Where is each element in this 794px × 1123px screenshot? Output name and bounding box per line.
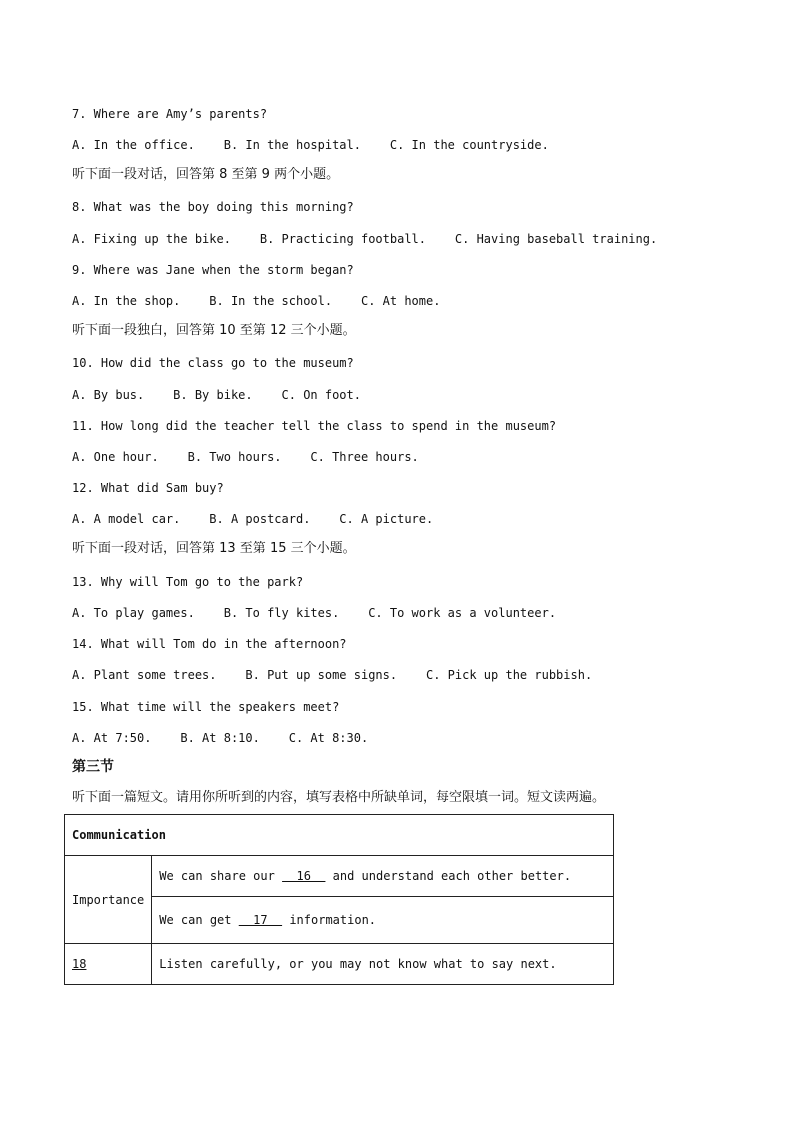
importance-point-2 <box>152 897 614 944</box>
blank-16: 16 <box>282 869 326 883</box>
options-10: A. By bus. B. By bike. C. On foot. <box>72 388 361 402</box>
table-row <box>65 856 614 897</box>
blank-17: 17 <box>238 913 283 927</box>
options-7: A. In the office. B. In the hospital. C. In the countryside. <box>72 138 549 152</box>
question-10: 10. How did the class go to the museum? <box>72 356 354 370</box>
instruction-dialogue-13-15: 听下面一段对话，回答第 13 至第 15 三个小题。 <box>72 541 356 556</box>
text-fragment: We can get <box>159 913 239 927</box>
row-18-text: Listen carefully, or you may not know what to say next. <box>152 944 614 985</box>
text-fragment: and understand each other better. <box>325 869 572 883</box>
table-header-row <box>65 815 614 856</box>
text-fragment: We can share our <box>159 869 283 883</box>
importance-label: Importance <box>65 856 152 944</box>
question-13: 13. Why will Tom go to the park? <box>72 575 304 589</box>
options-14: A. Plant some trees. B. Put up some signs. C. Pick up the rubbish. <box>72 668 593 682</box>
importance-point-1 <box>152 856 614 897</box>
instruction-dialogue-8-9: 听下面一段对话，回答第 8 至第 9 两个小题。 <box>72 167 340 182</box>
options-12: A. A model car. B. A postcard. C. A picture. <box>72 512 434 526</box>
question-11: 11. How long did the teacher tell the class to spend in the museum? <box>72 419 557 433</box>
section-title: 第三节 <box>72 759 114 775</box>
question-9: 9. Where was Jane when the storm began? <box>72 263 354 277</box>
options-11: A. One hour. B. Two hours. C. Three hours. <box>72 450 419 464</box>
question-14: 14. What will Tom do in the afternoon? <box>72 637 347 651</box>
question-7: 7. Where are Amy’s parents? <box>72 107 268 121</box>
options-13: A. To play games. B. To fly kites. C. To work as a volunteer. <box>72 606 557 620</box>
instruction-monologue-10-12: 听下面一段独白，回答第 10 至第 12 三个小题。 <box>72 323 356 338</box>
options-15: A. At 7:50. B. At 8:10. C. At 8:30. <box>72 731 369 745</box>
options-9: A. In the shop. B. In the school. C. At home. <box>72 294 441 308</box>
section-instruction: 听下面一篇短文。请用你所听到的内容，填写表格中所缺单词，每空限填一词。短文读两遍。 <box>72 790 606 805</box>
communication-table <box>64 814 614 985</box>
blank-18-label <box>65 944 152 985</box>
question-15: 15. What time will the speakers meet? <box>72 700 340 714</box>
options-8: A. Fixing up the bike. B. Practicing football. C. Having baseball training. <box>72 232 658 246</box>
blank-18: 18 <box>72 957 87 971</box>
text-fragment: information. <box>282 913 377 927</box>
table-row <box>65 944 614 985</box>
question-8: 8. What was the boy doing this morning? <box>72 200 354 214</box>
question-12: 12. What did Sam buy? <box>72 481 224 495</box>
table-header: Communication <box>65 815 614 856</box>
